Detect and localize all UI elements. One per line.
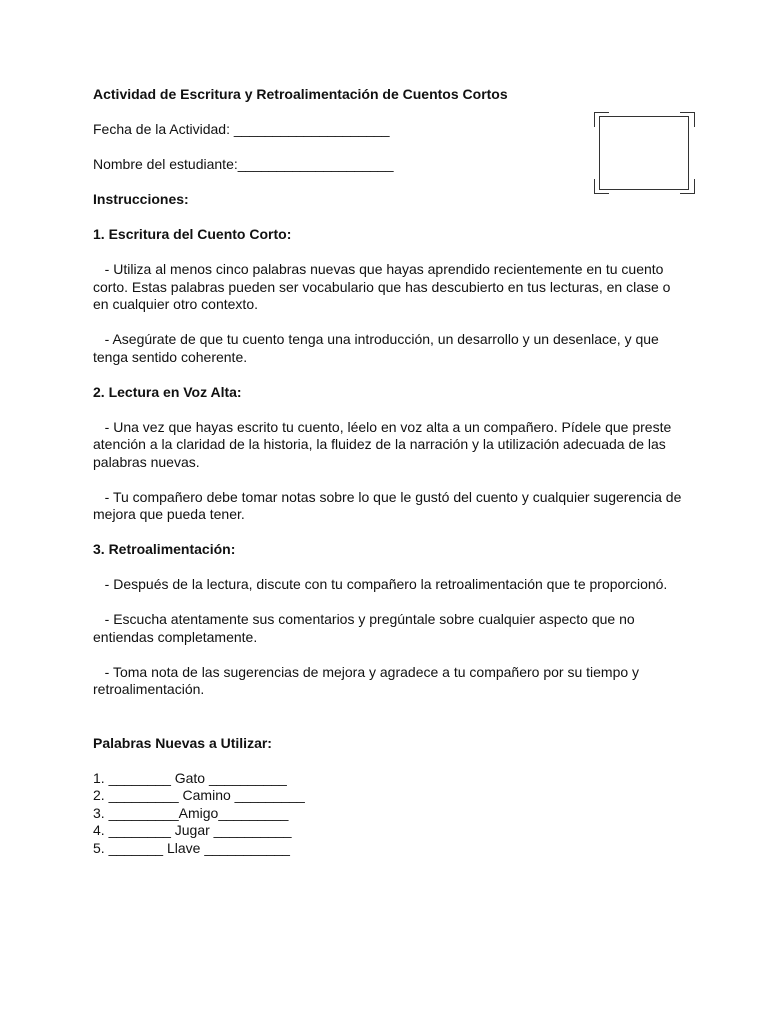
date-field: Fecha de la Actividad: ____________________ <box>93 121 390 137</box>
section-item: - Después de la lectura, discute con tu compañero la retroalimentación que te proporcionó. <box>104 576 668 592</box>
student-name-field: Nombre del estudiante:____________________ <box>93 156 394 172</box>
section-item: - Asegúrate de que tu cuento tenga una introducción, un desarrollo y un desenlace, y que tenga sentido coherente. <box>93 331 659 365</box>
word-line: 4. ________ Jugar __________ <box>93 822 292 838</box>
words-list <box>93 770 683 858</box>
section-heading: 1. Escritura del Cuento Corto: <box>93 226 292 242</box>
section-heading: 2. Lectura en Voz Alta: <box>93 383 242 400</box>
instructions-heading: Instrucciones: <box>93 191 189 207</box>
word-line: 5. _______ Llave ___________ <box>93 839 290 856</box>
section-item: - Toma nota de las sugerencias de mejora y agradece a tu compañero por su tiempo y retroalimentación. <box>93 663 640 697</box>
document-body <box>93 86 683 857</box>
section-item: - Tu compañero debe tomar notas sobre lo que le gustó del cuento y cualquier sugerencia de mejora que pueda tener. <box>93 488 682 522</box>
section-item: - Utiliza al menos cinco palabras nuevas que hayas aprendido recientemente en tu cuento corto. Estas palabras pueden ser vocabulario que has descubierto en tus lecturas, en clase o en cualquier otro contexto. <box>93 261 671 312</box>
words-heading: Palabras Nuevas a Utilizar: <box>93 734 272 751</box>
section-item: - Una vez que hayas escrito tu cuento, léelo en voz alta a un compañero. Pídele que preste atención a la claridad de la historia, la fluidez de la narración y la utilización adecuada de las palabras nuevas. <box>93 418 672 470</box>
section-item: - Escucha atentamente sus comentarios y pregúntale sobre cualquier aspecto que no entiendas completamente. <box>93 611 635 645</box>
document-title: Actividad de Escritura y Retroalimentación de Cuentos Cortos <box>93 86 508 102</box>
section-heading: 3. Retroalimentación: <box>93 541 236 557</box>
word-line: 1. ________ Gato __________ <box>93 769 287 786</box>
word-line: 2. _________ Camino _________ <box>93 787 305 803</box>
word-line: 3. _________Amigo_________ <box>93 804 289 821</box>
